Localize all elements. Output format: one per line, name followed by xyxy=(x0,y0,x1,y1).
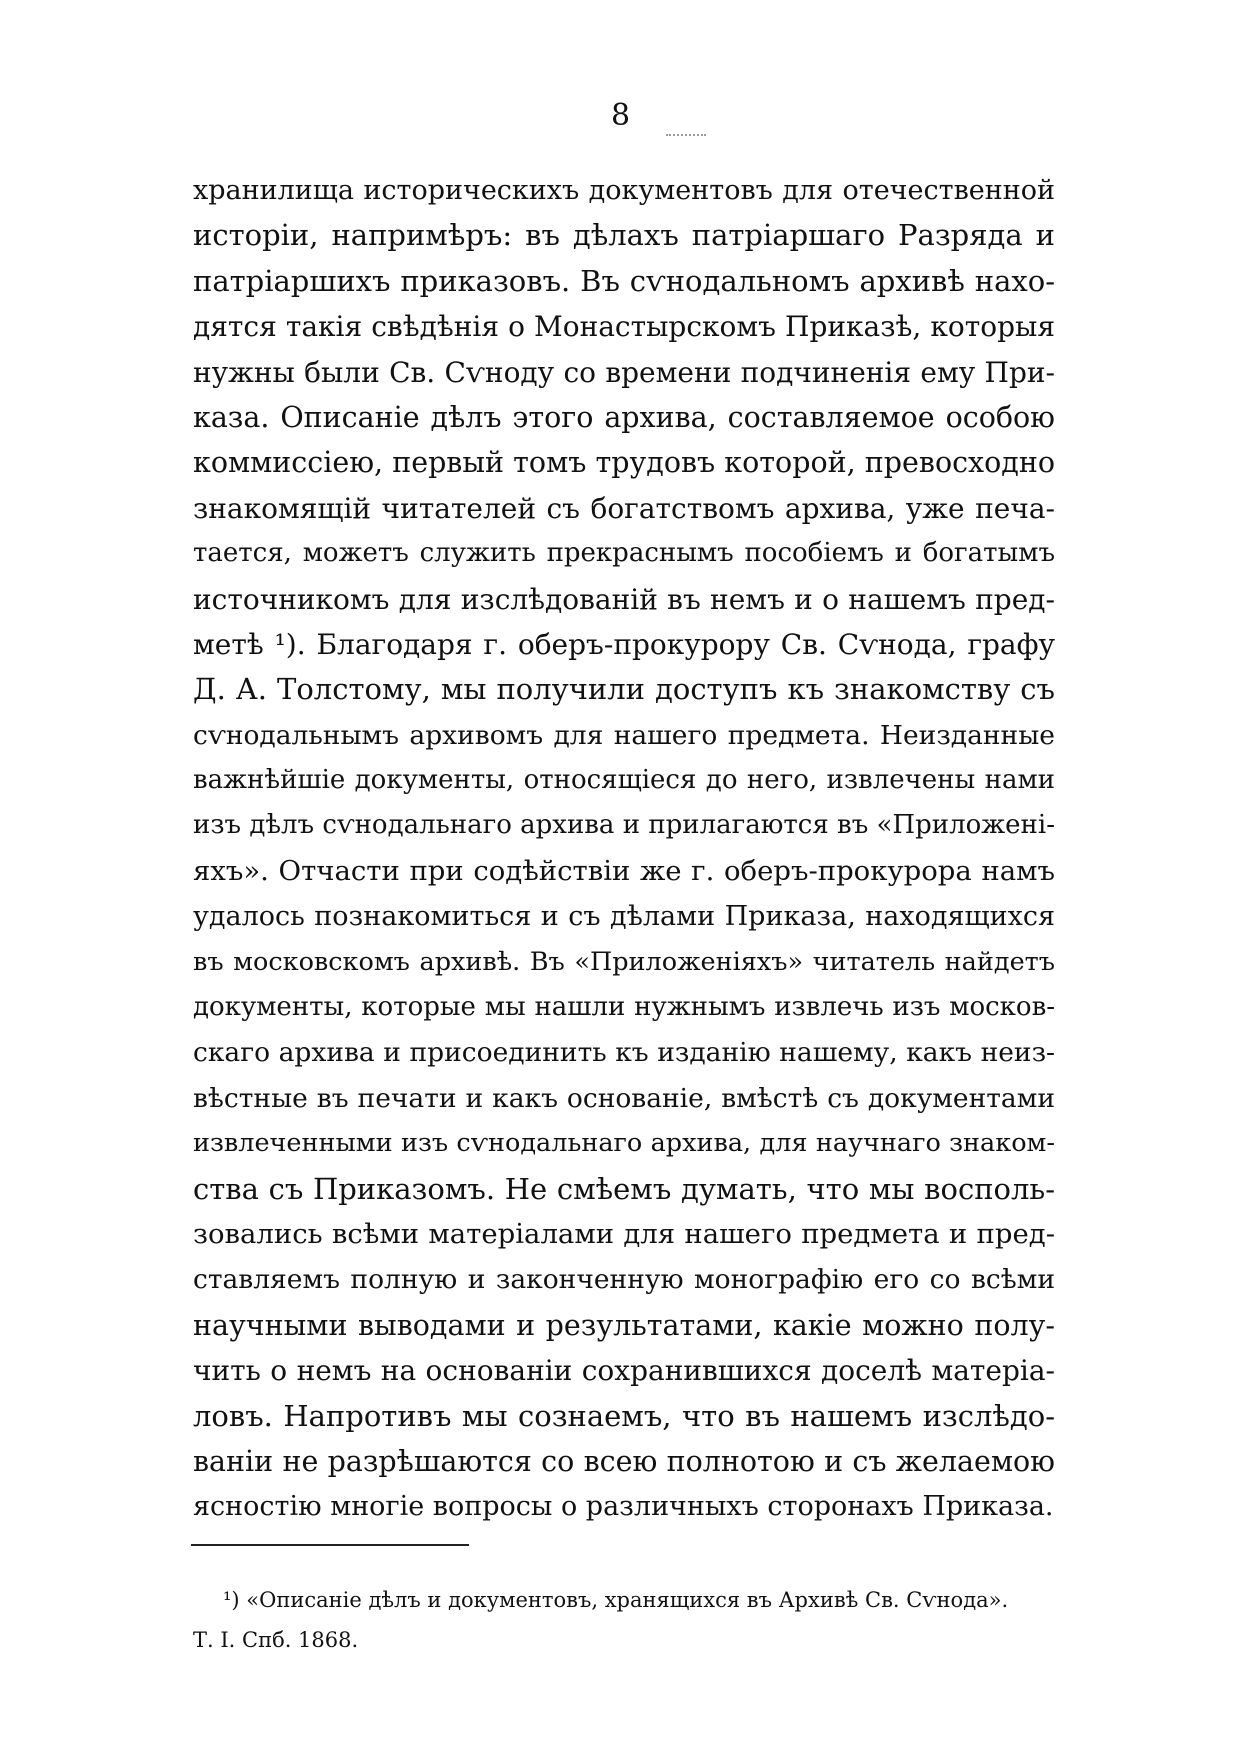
page-number: 8 xyxy=(610,98,631,133)
text-line: источникомъ для изслѣдованій въ немъ и о нашемъ пред- xyxy=(193,582,1055,616)
text-line: коммиссіею, первый томъ трудовъ которой, превосходно xyxy=(193,446,1055,480)
text-line: важнѣйшіе документы, относящіеся до него, извлечены нами xyxy=(193,765,1055,796)
text-line: удалось познакомиться и съ дѣлами Приказа, находящихся xyxy=(193,901,1055,933)
text-line: чить о немъ на основаніи сохранившихся доселѣ матеріа- xyxy=(193,1354,1055,1388)
text-line: скаго архива и присоединить къ изданію нашему, какъ неиз- xyxy=(193,1037,1055,1069)
text-line: вѣстные въ печати и какъ основаніе, вмѣстѣ съ документами xyxy=(193,1082,1055,1114)
footnote xyxy=(193,1580,1055,1660)
text-line: ставляемъ полную и законченную монографію его со всѣми xyxy=(193,1264,1055,1296)
footnote-rule xyxy=(191,1544,469,1546)
print-smudge xyxy=(666,134,706,138)
text-line: ловъ. Напротивъ мы сознаемъ, что въ нашемъ изслѣдо- xyxy=(193,1398,1055,1433)
text-line: метѣ ¹). Благодаря г. оберъ-прокурору Св. Сѵнода, графу xyxy=(193,627,1055,661)
text-line: документы, которые мы нашли нужнымъ извлечь изъ москов- xyxy=(193,992,1055,1023)
text-line: каза. Описаніе дѣлъ этого архива, составляемое особою xyxy=(193,400,1055,434)
text-line: научными выводами и результатами, какіе можно полу- xyxy=(193,1308,1055,1342)
text-line: яхъ». Отчасти при содѣйствіи же г. оберъ-прокурора намъ xyxy=(193,854,1055,887)
text-line: въ московскомъ архивѣ. Въ «Приложеніяхъ» читатель найдетъ xyxy=(193,946,1055,977)
text-line: знакомящій читателей съ богатствомъ архива, уже печа- xyxy=(193,491,1055,525)
text-line: исторіи, напримѣръ: въ дѣлахъ патріаршаго Разряда и xyxy=(193,218,1055,253)
text-line: тается, можетъ служить прекраснымъ пособіемъ и богатымъ xyxy=(193,538,1055,569)
text-line: ваніи не разрѣшаются со всею полнотою и съ желаемою xyxy=(193,1444,1055,1478)
text-line: ства съ Приказомъ. Не смѣемъ думать, что мы восполь- xyxy=(193,1171,1055,1206)
text-line: изъ дѣлъ сѵнодальнаго архива и прилагаются въ «Приложені- xyxy=(193,810,1055,841)
body-text xyxy=(193,168,1055,1530)
text-line: ясностію многіе вопросы о различныхъ сторонахъ Приказа. xyxy=(193,1491,1054,1523)
text-line: Д. А. Толстому, мы получили доступъ къ знакомству съ xyxy=(193,672,1055,707)
text-line: сѵнодальнымъ архивомъ для нашего предмета. Неизданные xyxy=(193,719,1055,751)
text-line: нужны были Св. Сѵноду со времени подчиненія ему При- xyxy=(193,355,1055,389)
text-line: патріаршихъ приказовъ. Въ сѵнодальномъ архивѣ нахо- xyxy=(193,263,1055,298)
text-line: зовались всѣми матеріалами для нашего предмета и пред- xyxy=(193,1217,1055,1250)
text-line: дятся такія свѣдѣнія о Монастырскомъ Приказѣ, которыя xyxy=(193,310,1055,344)
text-line: извлеченными изъ сѵнодальнаго архива, для научнаго знаком- xyxy=(193,1128,1055,1159)
footnote-line: Т. I. Спб. 1868. xyxy=(193,1628,359,1652)
footnote-line: ¹) «Описаніе дѣлъ и документовъ, хранящихся въ Архивѣ Св. Сѵнода». xyxy=(223,1588,1009,1612)
text-line: хранилища историческихъ документовъ для отечественной xyxy=(193,175,1055,206)
